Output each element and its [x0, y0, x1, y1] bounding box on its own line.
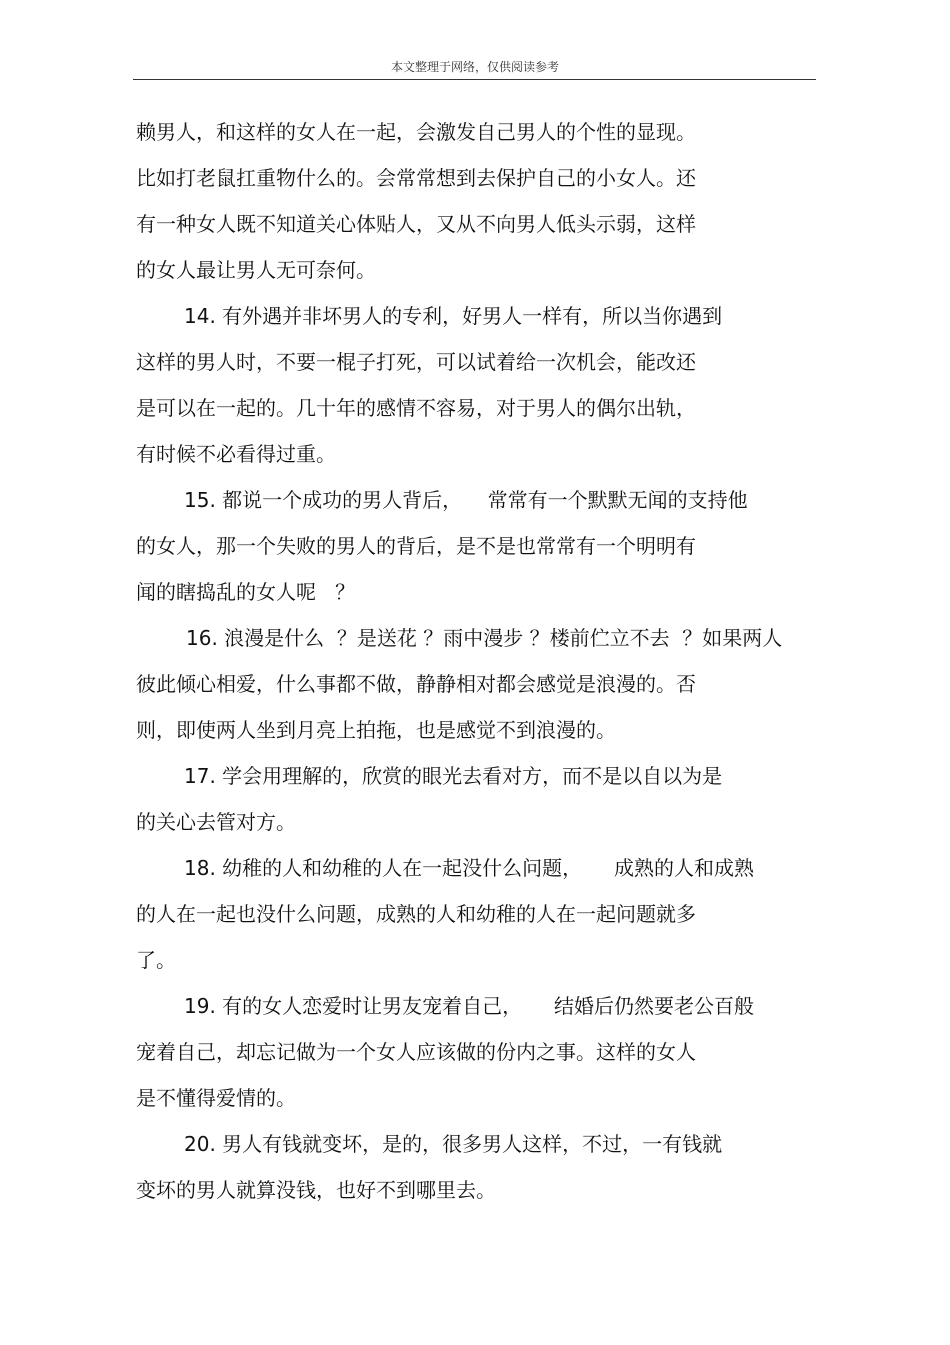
text-line: 了。 [136, 948, 176, 972]
text-line: 的关心去管对方。 [136, 810, 296, 834]
text-line: 这样的男人时，不要一棍子打死，可以试着给一次机会，能改还 [136, 350, 696, 374]
page-header: 本文整理于网络，仅供阅读参考 [390, 60, 559, 74]
text-line: 有一种女人既不知道关心体贴人，又从不向男人低头示弱，这样 [136, 212, 696, 236]
text-line: 闻的瞎捣乱的女人呢 ？ [136, 580, 356, 604]
text-line: 15. 都说一个成功的男人背后， 常常有一个默默无闻的支持他 [184, 488, 748, 512]
text-line: 变坏的男人就算没钱，也好不到哪里去。 [136, 1178, 496, 1202]
text-line: 是可以在一起的。几十年的感情不容易，对于男人的偶尔出轨， [136, 396, 696, 420]
text-line: 的女人，那一个失败的男人的背后，是不是也常常有一个明明有 [136, 534, 696, 558]
text-line: 14. 有外遇并非坏男人的专利，好男人一样有，所以当你遇到 [184, 304, 723, 328]
header-divider [133, 79, 816, 80]
text-line: 16. 浪漫是什么 ？是送花 ？雨中漫步 ？楼前伫立不去 ？如果两人 [186, 626, 783, 650]
text-line: 17. 学会用理解的，欣赏的眼光去看对方，而不是以自以为是 [184, 764, 723, 788]
text-line: 的女人最让男人无可奈何。 [136, 258, 376, 282]
text-line: 彼此倾心相爱，什么事都不做，静静相对都会感觉是浪漫的。否 [136, 672, 696, 696]
text-line: 是不懂得爱情的。 [136, 1086, 296, 1110]
text-line: 19. 有的女人恋爱时让男友宠着自己， 结婚后仍然要老公百般 [184, 994, 754, 1018]
text-line: 有时候不必看得过重。 [136, 442, 336, 466]
text-line: 20. 男人有钱就变坏，是的，很多男人这样，不过，一有钱就 [184, 1132, 723, 1156]
text-line: 宠着自己，却忘记做为一个女人应该做的份内之事。这样的女人 [136, 1040, 696, 1064]
text-line: 18. 幼稚的人和幼稚的人在一起没什么问题， 成熟的人和成熟 [184, 856, 754, 880]
text-line: 的人在一起也没什么问题，成熟的人和幼稚的人在一起问题就多 [136, 902, 696, 926]
text-line: 比如打老鼠扛重物什么的。会常常想到去保护自己的小女人。还 [136, 166, 696, 190]
text-line: 则，即使两人坐到月亮上拍拖，也是感觉不到浪漫的。 [136, 718, 616, 742]
text-line: 赖男人，和这样的女人在一起，会激发自己男人的个性的显现。 [136, 120, 696, 144]
